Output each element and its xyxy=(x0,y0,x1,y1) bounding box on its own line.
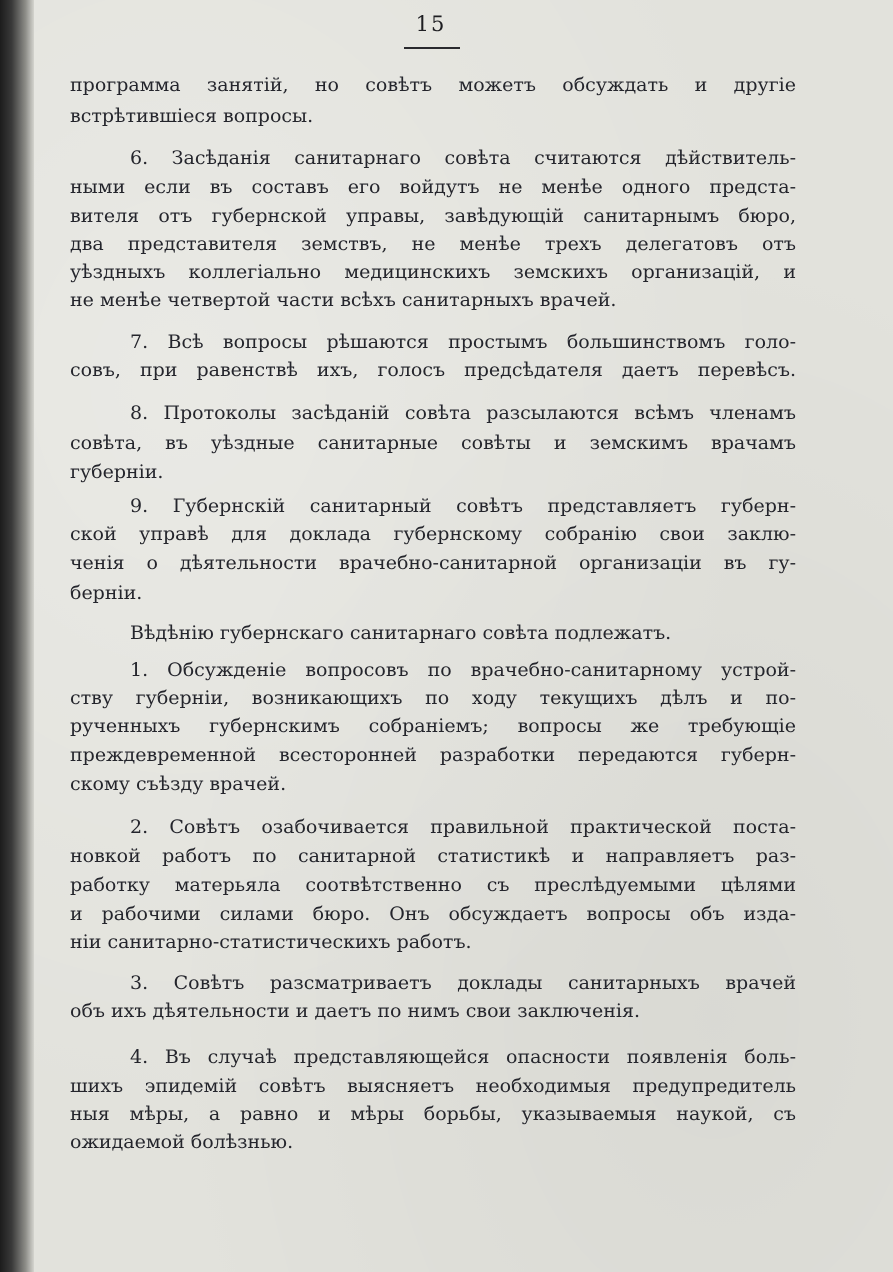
text-line: 1. Обсужденіе вопросовъ по врачебно-санитарному устрой- xyxy=(130,659,796,681)
text-line: совѣта, въ уѣздные санитарные совѣты и земскимъ врачамъ xyxy=(70,432,796,454)
text-line: шихъ эпидемій совѣтъ выясняетъ необходимыя предупредитель xyxy=(70,1075,796,1097)
text-line: программа занятій, но совѣтъ можетъ обсуждать и другіе xyxy=(70,74,796,96)
text-line: 3. Совѣтъ разсматриваетъ доклады санитарныхъ врачей xyxy=(130,972,796,994)
text-line: губерніи. xyxy=(70,461,164,483)
text-line: ожидаемой болѣзнью. xyxy=(70,1131,294,1153)
text-line: ніи санитарно-статистическихъ работъ. xyxy=(70,931,472,953)
text-line: ству губерніи, возникающихъ по ходу текущихъ дѣлъ и по- xyxy=(70,687,796,709)
text-line: 9. Губернскій санитарный совѣтъ представляетъ губерн- xyxy=(130,495,796,517)
text-line: рученныхъ губернскимъ собраніемъ; вопросы же требующіе xyxy=(70,715,796,737)
text-line: совъ, при равенствѣ ихъ, голосъ предсѣдателя даетъ перевѣсъ. xyxy=(70,359,796,381)
text-line: ченія о дѣятельности врачебно-санитарной организаціи въ гу- xyxy=(70,552,796,574)
text-line: новкой работъ по санитарной статистикѣ и направляетъ раз- xyxy=(70,845,796,867)
book-spine-shadow xyxy=(0,0,34,1272)
text-line: не менѣе четвертой части всѣхъ санитарныхъ врачей. xyxy=(70,289,617,311)
text-line: уѣздныхъ коллегіально медицинскихъ земскихъ организацій, и xyxy=(70,261,796,283)
text-line: ской управѣ для доклада губернскому собранію свои заклю- xyxy=(70,523,796,545)
text-line: и рабочими силами бюро. Онъ обсуждаетъ вопросы объ изда- xyxy=(70,903,796,925)
text-line: встрѣтившіеся вопросы. xyxy=(70,105,314,127)
page-number: 15 xyxy=(415,12,447,36)
text-line: работку матерьяла соотвѣтственно съ преслѣдуемыми цѣлями xyxy=(70,874,796,896)
text-line: 4. Въ случаѣ представляющейся опасности появленія боль- xyxy=(130,1046,796,1068)
text-line: вителя отъ губернской управы, завѣдующій санитарнымъ бюро, xyxy=(70,205,796,227)
text-line: 7. Всѣ вопросы рѣшаются простымъ большинствомъ голо- xyxy=(130,331,796,353)
page-number-rule xyxy=(404,47,460,49)
text-line: Вѣдѣнію губернскаго санитарнаго совѣта подлежатъ. xyxy=(130,622,672,644)
text-line: преждевременной всесторонней разработки передаются губерн- xyxy=(70,744,796,766)
text-line: объ ихъ дѣятельности и даетъ по нимъ свои заключенія. xyxy=(70,1000,640,1022)
text-line: ными если въ составъ его войдутъ не менѣе одного предста- xyxy=(70,176,796,198)
text-line: ныя мѣры, а равно и мѣры борьбы, указываемыя наукой, съ xyxy=(70,1103,796,1125)
text-line: два представителя земствъ, не менѣе трехъ делегатовъ отъ xyxy=(70,233,796,255)
text-line: 8. Протоколы засѣданій совѣта разсылаются всѣмъ членамъ xyxy=(130,402,796,424)
text-line: 6. Засѣданія санитарнаго совѣта считаются дѣйствитель- xyxy=(130,147,796,169)
text-line: скому съѣзду врачей. xyxy=(70,773,287,795)
text-line: 2. Совѣтъ озабочивается правильной практической поста- xyxy=(130,816,796,838)
text-line: берніи. xyxy=(70,582,143,604)
